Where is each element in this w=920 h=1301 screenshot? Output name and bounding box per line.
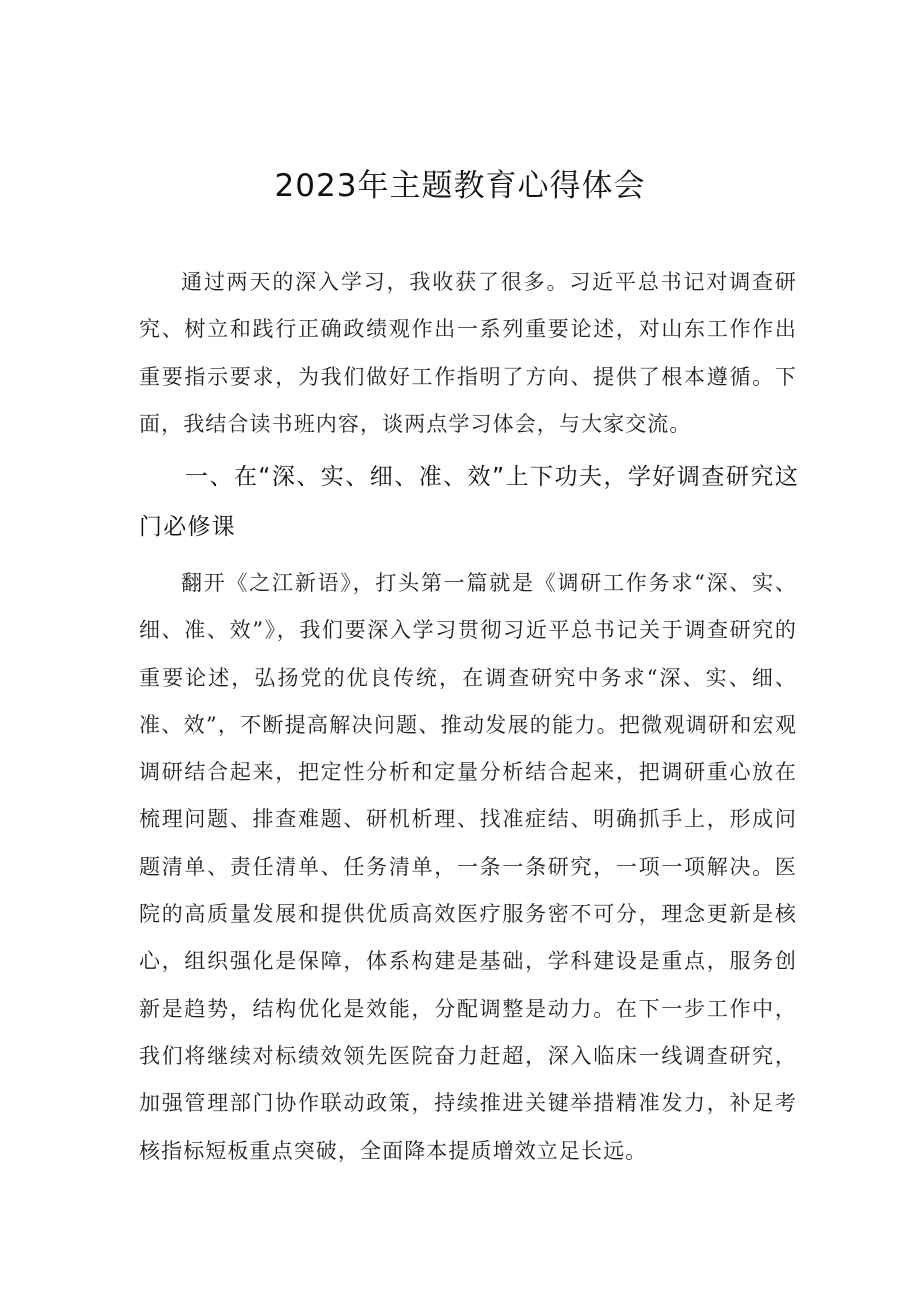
section-heading: 一、在“深、实、细、准、效”上下功夫，学好调查研究这门必修课 bbox=[139, 464, 799, 540]
document-title: 2023年主题教育心得体会 bbox=[274, 168, 646, 204]
intro-paragraph: 通过两天的深入学习，我收获了很多。习近平总书记对调查研究、树立和践行正确政绩观作出一系列重要论述，对山东工作作出重要指示要求，为我们做好工作指明了方向、提供了根本遵循。下面，我结合读书班内容，谈两点学习体会，与大家交流。 bbox=[139, 270, 797, 436]
section-paragraph: 翻开《之江新语》，打头第一篇就是《调研工作务求“深、实、细、准、效”》，我们要深入学习贯彻习近平总书记关于调查研究的重要论述，弘扬党的优良传统，在调查研究中务求“深、实、细、准、效”，不断提高解决问题、推动发展的能力。把微观调研和宏观调研结合起来，把定性分析和定量分析结合起来，把调研重心放在梳理问题、排查难题、研机析理、找准症结、明确抓手上，形成问题清单、责任清单、任务清单，一条一条研究，一项一项解决。医院的高质量发展和提供优质高效医疗服务密不可分，理念更新是核心，组织强化是保障，体系构建是基础，学科建设是重点，服务创新是趋势，结构优化是效能，分配调整是动力。在下一步工作中，我们将继续对标绩效领先医院奋力赶超，深入临床一线调查研究，加强管理部门协作联动政策，持续推进关键举措精准发力，补足考核指标短板重点突破，全面降本提质增效立足长远。 bbox=[139, 571, 797, 1163]
